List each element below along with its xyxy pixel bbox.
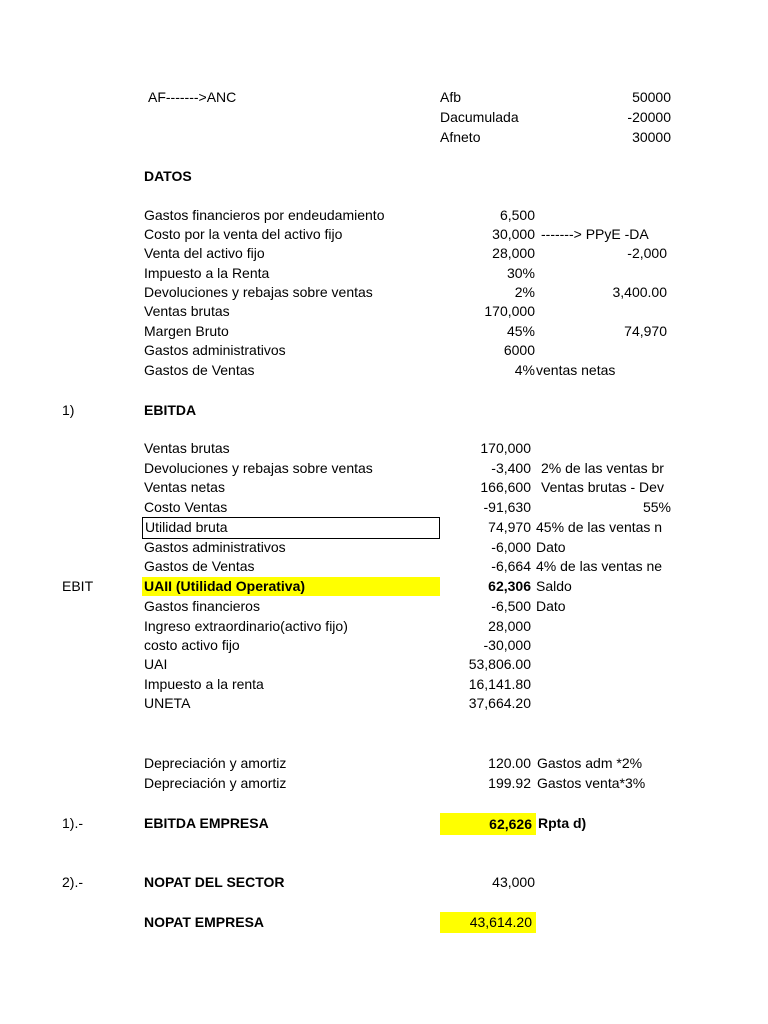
- ebitda-row-note: Saldo: [536, 578, 572, 594]
- ebitda-row-label: costo activo fijo: [144, 637, 240, 653]
- ebitda-row-value: 166,600: [480, 479, 531, 495]
- ebitda-row-label: Devoluciones y rebajas sobre ventas: [144, 460, 373, 476]
- afneto-value: 30000: [632, 129, 671, 145]
- datos-row-value: 28,000: [492, 245, 535, 261]
- ebitda-row-value: 74,970: [488, 519, 531, 535]
- ebitda-row-label: Ventas netas: [144, 479, 225, 495]
- ebitda-row-value: 37,664.20: [468, 695, 531, 711]
- ebitda-row-value: -6,664: [491, 558, 531, 574]
- nopat-sector-label: NOPAT DEL SECTOR: [144, 874, 285, 890]
- datos-row-value: 6,500: [499, 207, 535, 223]
- ebitda-row-value: 28,000: [488, 618, 531, 634]
- af-anc-label: AF------->ANC: [148, 89, 237, 105]
- ebitda-empresa-value: 62,626: [440, 813, 536, 835]
- ebitda-row-note: 4% de las ventas ne: [536, 558, 663, 574]
- depreciacion-note: Gastos adm *2%: [537, 755, 643, 771]
- datos-row-extra: 3,400.00: [612, 284, 667, 300]
- datos-row-value: 6000: [503, 342, 535, 358]
- datos-row-extra: 74,970: [624, 323, 667, 339]
- depreciacion-value: 199.92: [488, 775, 531, 791]
- depreciacion-label: Depreciación y amortiz: [144, 755, 287, 771]
- ebitda-row-value: -6,000: [491, 539, 531, 555]
- afb-value: 50000: [632, 89, 671, 105]
- nopat-empresa-label: NOPAT EMPRESA: [144, 914, 265, 930]
- ebitda-row-label: Impuesto a la renta: [144, 676, 264, 692]
- datos-row-label: Margen Bruto: [144, 323, 229, 339]
- ebitda-empresa-label: EBITDA EMPRESA: [144, 815, 269, 831]
- utilidad-bruta-cell: Utilidad bruta: [142, 517, 440, 539]
- ebit-side-label: EBIT: [62, 578, 94, 594]
- ebitda-row-value: 53,806.00: [468, 656, 531, 672]
- datos-row-value: 45%: [506, 323, 535, 339]
- depreciacion-value: 120.00: [488, 755, 531, 771]
- uaii-label: UAII (Utilidad Operativa): [142, 577, 440, 596]
- datos-row-value: 2%: [514, 284, 535, 300]
- ebitda-row-pct: 55%: [642, 499, 671, 515]
- depreciacion-note: Gastos venta*3%: [537, 775, 646, 791]
- datos-row-label: Gastos financieros por endeudamiento: [144, 207, 385, 223]
- ebitda-row-label: Gastos de Ventas: [144, 558, 255, 574]
- ebitda-row-value: -91,630: [483, 499, 531, 515]
- ebitda-row-value: 16,141.80: [468, 676, 531, 692]
- datos-row-label: Gastos administrativos: [144, 342, 286, 358]
- ebitda-row-label: Gastos financieros: [144, 598, 260, 614]
- ebitda-row-value: 170,000: [480, 440, 531, 456]
- nopat-empresa-value: 43,614.20: [440, 912, 536, 933]
- ebitda-row-label: UNETA: [144, 695, 191, 711]
- datos-row-label: Venta del activo fijo: [144, 245, 265, 261]
- datos-row-value: 30,000: [492, 226, 535, 242]
- datos-row-extra: -2,000: [627, 245, 667, 261]
- ebitda-row-value: -6,500: [491, 598, 531, 614]
- datos-row-label: Devoluciones y rebajas sobre ventas: [144, 284, 373, 300]
- dacumulada-value: -20000: [627, 109, 671, 125]
- dacumulada-label: Dacumulada: [440, 109, 519, 125]
- ebitda-row-value: -3,400: [491, 460, 531, 476]
- datos-row-label: Gastos de Ventas: [144, 362, 255, 378]
- ebitda-row-label: Ventas brutas: [144, 440, 230, 456]
- ebitda-row-label: Gastos administrativos: [144, 539, 286, 555]
- ebitda-row-note: Dato: [536, 598, 566, 614]
- datos-row-label: Ventas brutas: [144, 303, 230, 319]
- datos-title: DATOS: [144, 168, 192, 184]
- depreciacion-label: Depreciación y amortiz: [144, 775, 287, 791]
- ebitda-index: 1): [62, 402, 75, 418]
- ebitda-row-label: UAI: [144, 656, 168, 672]
- datos-row-label: Impuesto a la Renta: [144, 265, 270, 281]
- datos-row-note: ventas netas: [536, 362, 616, 378]
- ebitda-row-note: Ventas brutas - Dev: [541, 479, 664, 495]
- ebitda-row-value: -30,000: [483, 637, 531, 653]
- ebitda-row-note: 45% de las ventas n: [536, 519, 663, 535]
- uaii-value: 62,306: [488, 578, 531, 594]
- datos-row-value: 4%: [514, 362, 535, 378]
- datos-row-note: -------> PPyE -DA: [541, 226, 649, 242]
- ebitda-row-note: Dato: [536, 539, 566, 555]
- afneto-label: Afneto: [440, 129, 481, 145]
- datos-row-value: 170,000: [484, 303, 535, 319]
- ebitda-row-label: Ingreso extraordinario(activo fijo): [144, 618, 348, 634]
- ebitda-empresa-answer: Rpta d): [538, 815, 587, 831]
- result-2-index: 2).-: [62, 874, 83, 890]
- datos-row-value: 30%: [506, 265, 535, 281]
- datos-row-label: Costo por la venta del activo fijo: [144, 226, 343, 242]
- afb-label: Afb: [440, 89, 462, 105]
- result-1-index: 1).-: [62, 815, 83, 831]
- nopat-sector-value: 43,000: [492, 874, 535, 890]
- ebitda-row-label: Costo Ventas: [144, 499, 228, 515]
- ebitda-row-note: 2% de las ventas br: [541, 460, 664, 476]
- ebitda-title: EBITDA: [144, 402, 197, 418]
